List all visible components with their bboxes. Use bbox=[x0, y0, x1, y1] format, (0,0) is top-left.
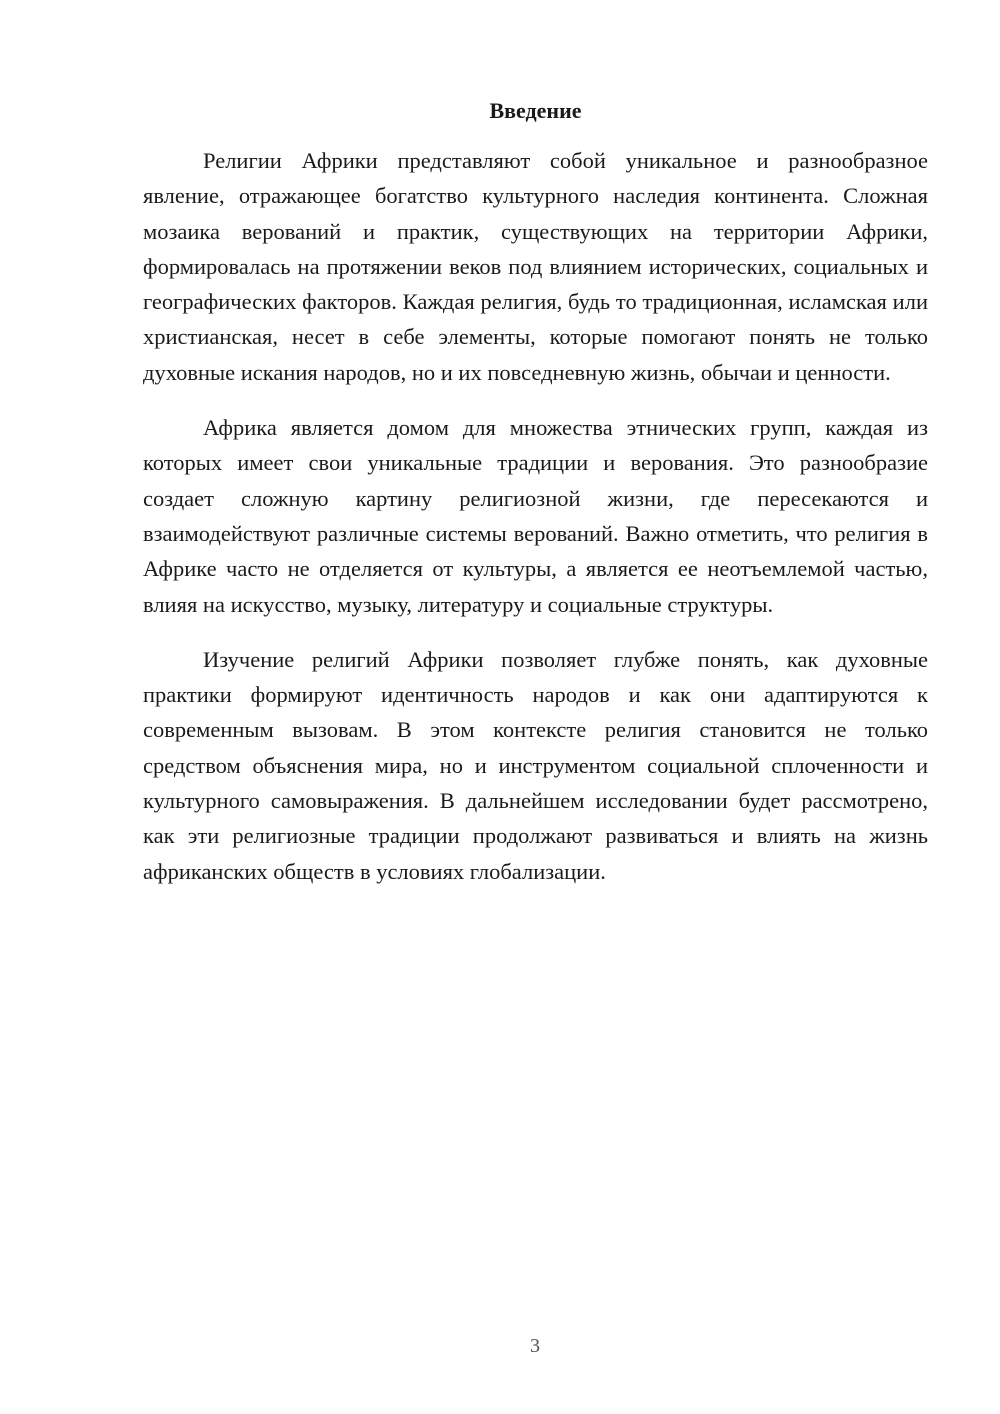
paragraph-3: Изучение религий Африки позволяет глубже понять, как духовные практики формируют идентичность народов и как они адаптируются к современным вызовам. В этом контексте религия становится не только средством объяснения мира, но и инструментом социальной сплоченности и культурного самовыражения. В дальнейшем исследовании будет рассмотрено, как эти религиозные традиции продолжают развиваться и влиять на жизнь африканских обществ в условиях глобализации. bbox=[143, 646, 928, 884]
paragraph-1: Религии Африки представляют собой уникальное и разнообразное явление, отражающее богатство культурного наследия континента. Сложная мозаика верований и практик, существующих на территории Африки, формировалась на протяжении веков под влиянием исторических, социальных и географических факторов. Каждая религия, будь то традиционная, исламская или христианская, несет в себе элементы, которые помогают понять не только духовные искания народов, но и их повседневную жизнь, обычаи и ценности. bbox=[143, 148, 928, 385]
page-number: 3 bbox=[530, 1335, 540, 1357]
body-text bbox=[143, 143, 928, 909]
paragraph-2: Африка является домом для множества этнических групп, каждая из которых имеет свои уникальные традиции и верования. Это разнообразие создает сложную картину религиозной жизни, где пересекаются и взаимодействуют различные системы верований. Важно отметить, что религия в Африке часто не отделяется от культуры, а является ее неотъемлемой частью, влияя на искусство, музыку, литературу и социальные структуры. bbox=[143, 415, 928, 617]
section-title: Введение bbox=[489, 98, 582, 123]
